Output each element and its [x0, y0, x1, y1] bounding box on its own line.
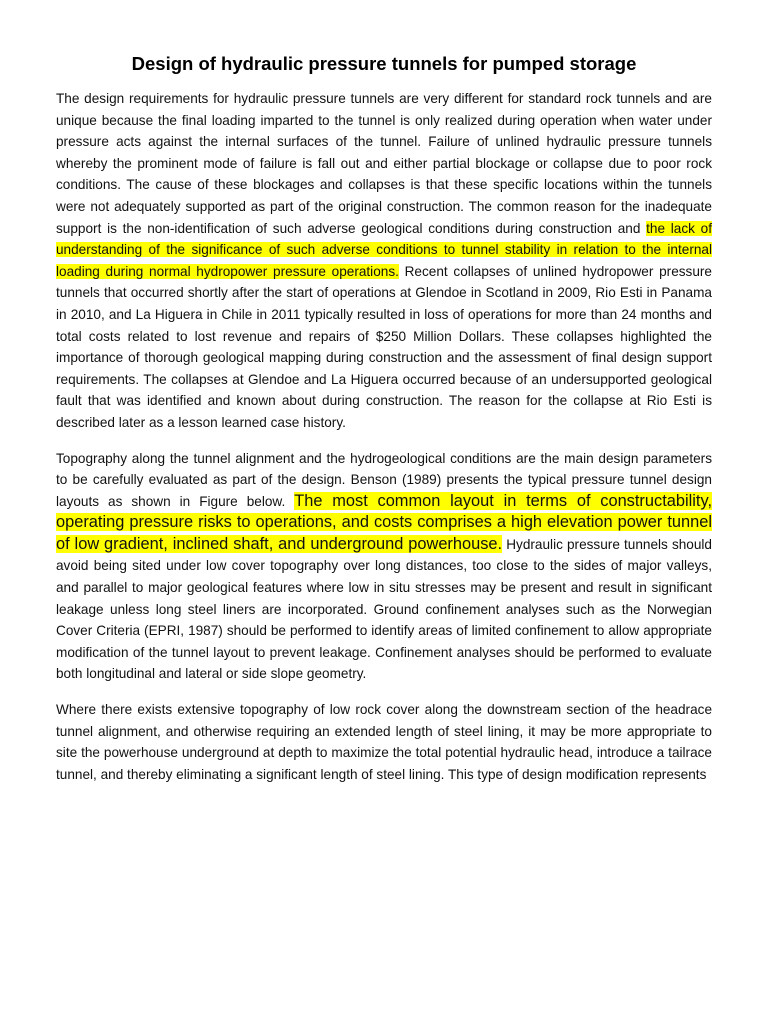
paragraph-1-highlight: the lack of understanding of the significance of such adverse conditions to tunnel stability in relation to the internal loading during normal hydropower pressure operations. [56, 220, 712, 279]
paragraph-2-text-start: Topography along the tunnel alignment and the hydrogeological conditions are the main design parameters to be carefully evaluated as part of the design. Benson (1989) presents the typical pressure tunnel design layouts as shown in Figure below. [56, 450, 712, 509]
paragraph-1-text-start: The design requirements for hydraulic pressure tunnels are very different for standard rock tunnels and are unique because the final loading imparted to the tunnel is only realized during operation when water under pressure acts against the internal surfaces of the tunnel. Failure of unlined hydraulic pressure tunnels whereby the prominent mode of failure is fall out and either partial blockage or collapse due to poor rock conditions. The cause of these blockages and collapses is that these specific locations within the tunnels were not adequately supported as part of the original construction. The common reason for the inadequate support is the non-identification of such adverse geological conditions during construction and [56, 91, 712, 236]
paragraph-2-highlight: The most common layout in terms of constructability, operating pressure risks to operations, and costs comprises a high elevation power tunnel of low gradient, inclined shaft, and underground powerhouse. [56, 491, 712, 553]
document-title: Design of hydraulic pressure tunnels for pumped storage [131, 53, 637, 74]
paragraph-3: Where there exists extensive topography of low rock cover along the downstream section of the headrace tunnel alignment, and otherwise requiring an extended length of steel lining, it may be more appropriate to site the powerhouse underground at depth to maximize the total potential hydraulic head, introduce a tailrace tunnel, and thereby eliminating a significant length of steel lining. This type of design modification represents [56, 702, 712, 782]
paragraph-1 [56, 88, 712, 434]
paragraph-2 [56, 448, 712, 686]
paragraph-2-text-end: Hydraulic pressure tunnels should avoid being sited under low cover topography over long distances, too close to the sides of major valleys, and parallel to major geological features where low in situ stresses may be present and result in significant leakage unless long steel liners are incorporated. Ground confinement analyses such as the Norwegian Cover Criteria (EPRI, 1987) should be performed to identify areas of limited confinement to allow appropriate modification of the tunnel layout to prevent leakage. Confinement analyses should be performed to evaluate both longitudinal and lateral or side slope geometry. [56, 536, 712, 682]
paragraph-1-text-end: Recent collapses of unlined hydropower pressure tunnels that occurred shortly after the start of operations at Glendoe in Scotland in 2009, Rio Esti in Panama in 2010, and La Higuera in Chile in 2011 typically resulted in loss of operations for more than 24 months and total costs related to lost revenue and repairs of $250 Million Dollars. These collapses highlighted the importance of thorough geological mapping during construction and the assessment of final design support requirements. The collapses at Glendoe and La Higuera occurred because of an undersupported geological fault that was identified and known about during construction. The reason for the collapse at Rio Esti is described later as a lesson learned case history. [56, 263, 712, 430]
